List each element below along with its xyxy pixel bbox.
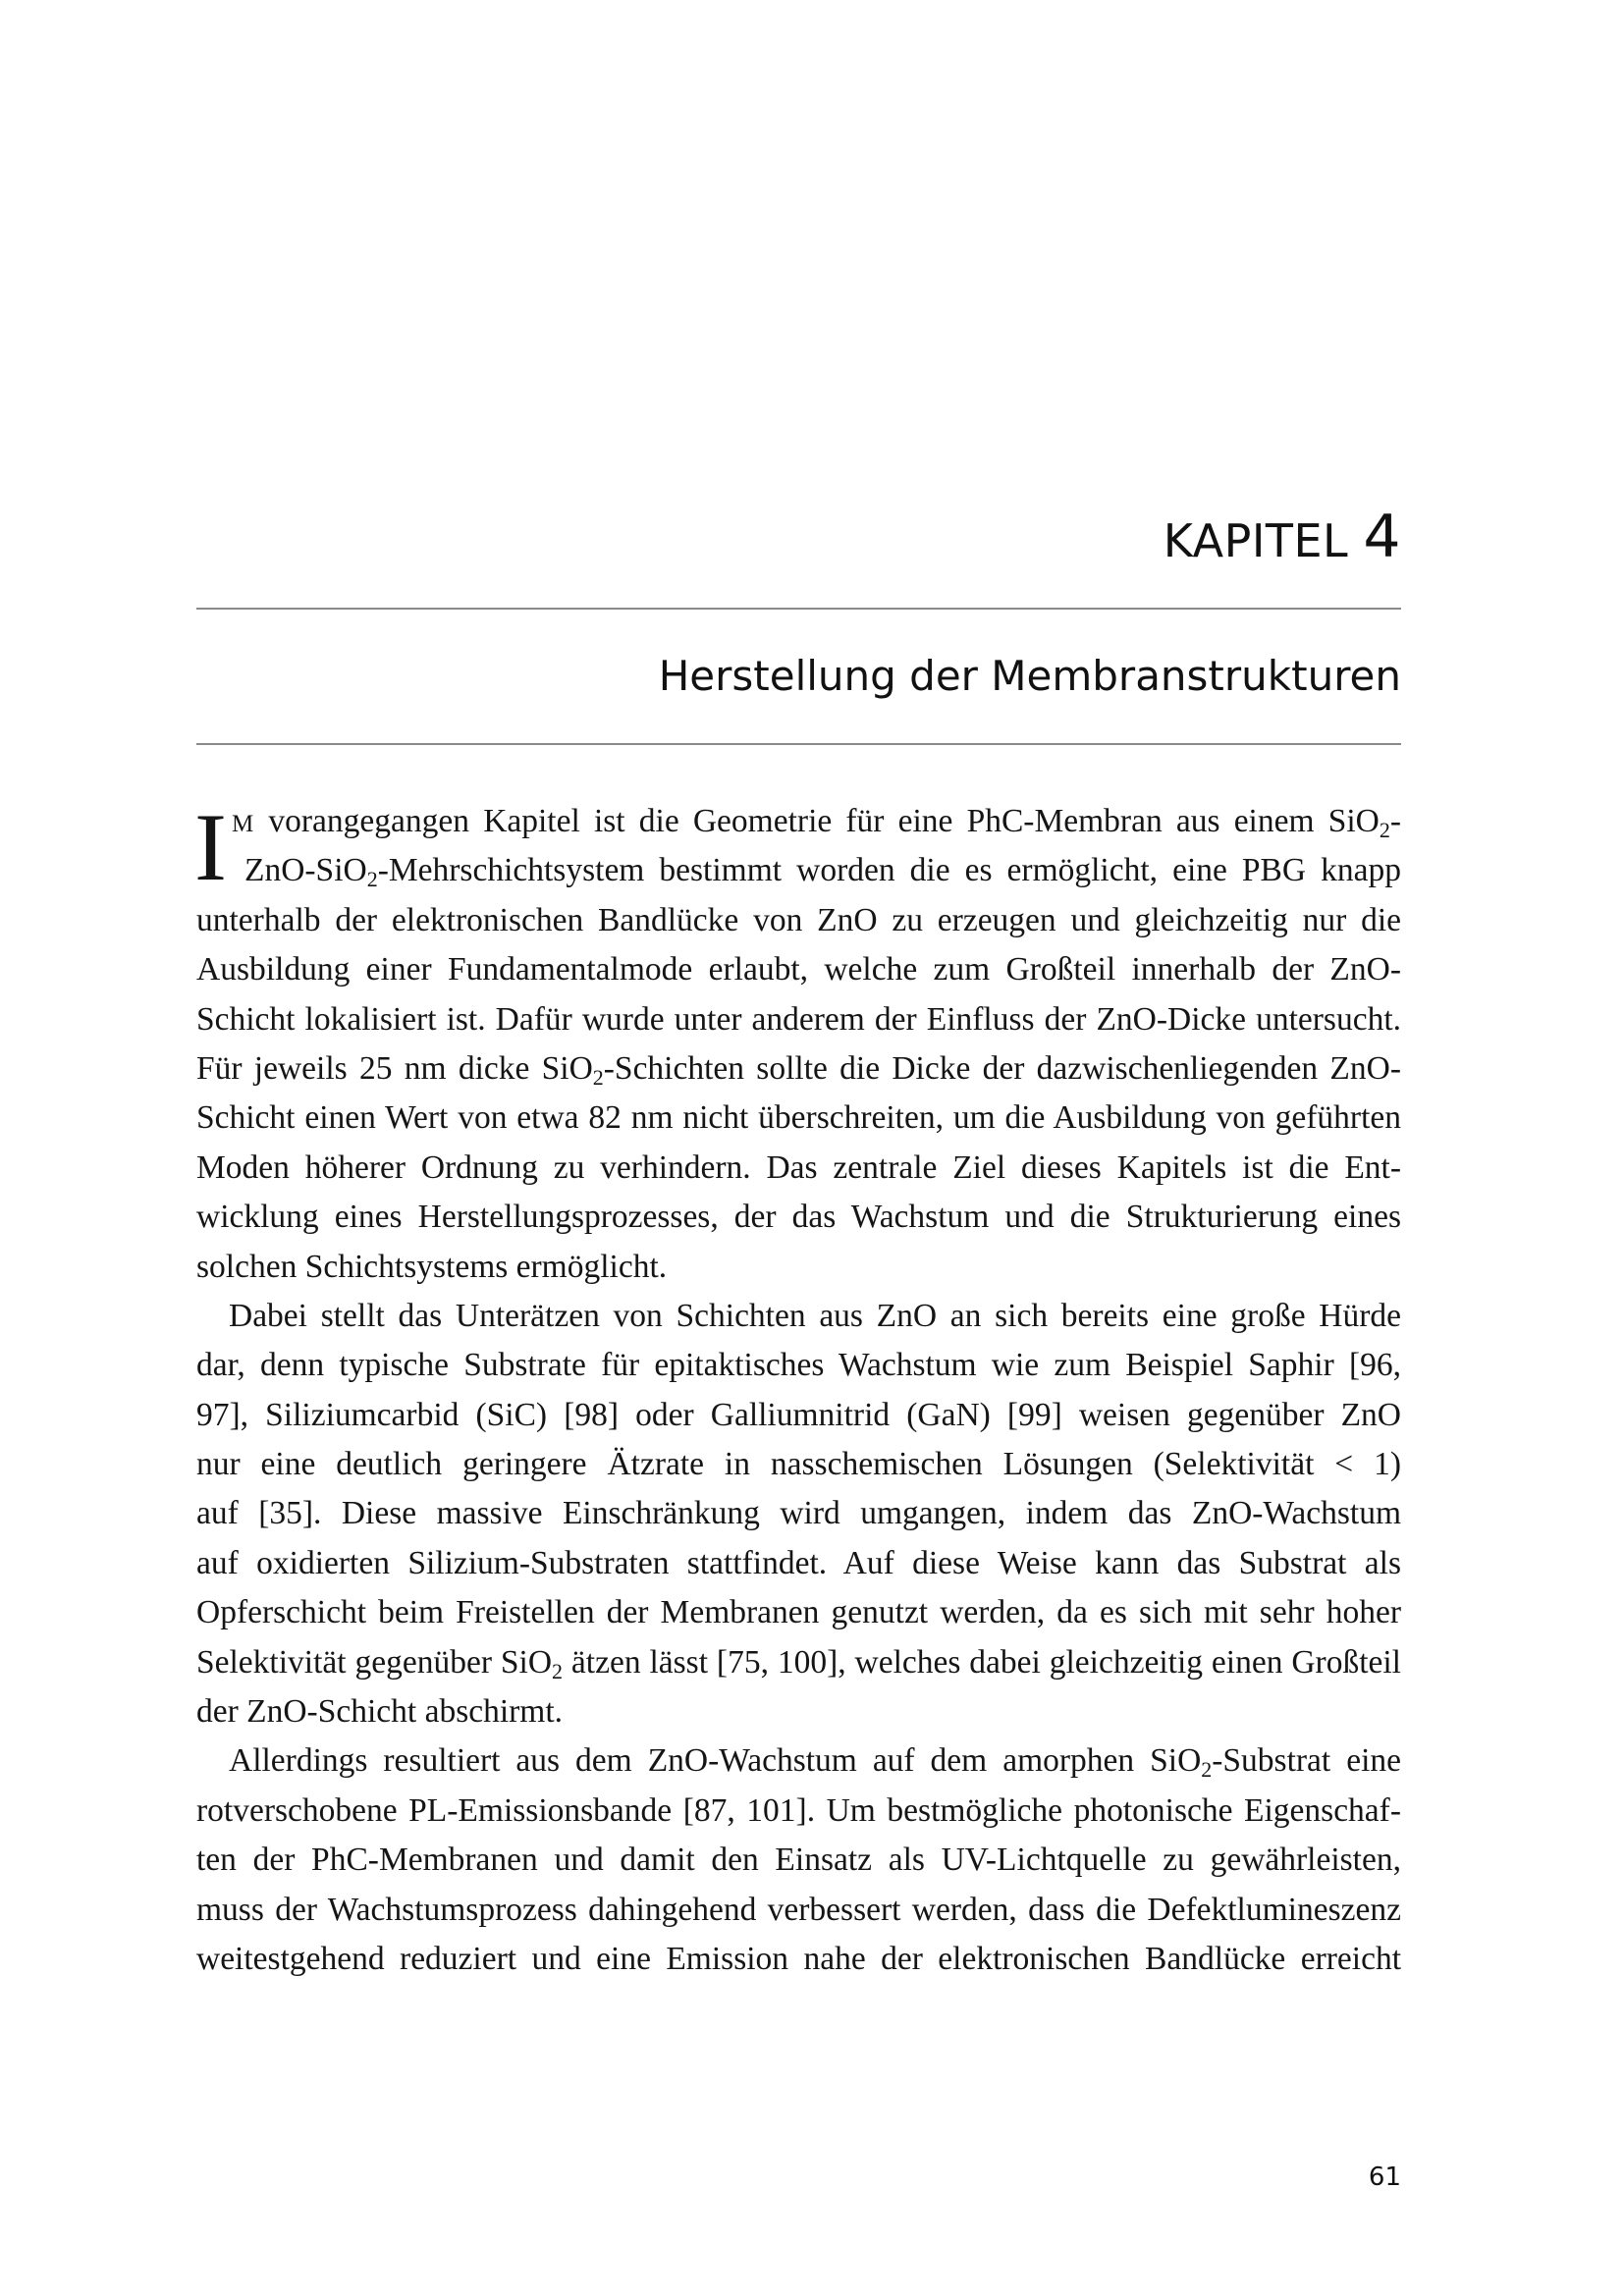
text-line: Opferschicht beim Freistellen der Membranen genutzt werden, da es sich mit sehr hoher [196, 1594, 1401, 1631]
text-line: Schicht einen Wert von etwa 82 nm nicht überschreiten, um die Ausbildung von geführten [196, 1099, 1401, 1137]
body-text [194, 794, 1401, 1984]
text-line: muss der Wachstumsprozess dahingehend verbessert werden, dass die Defektlumineszenz [196, 1891, 1401, 1928]
text-line: M vorangegangen Kapitel ist die Geometrie für eine PhC-Membran aus einem SiO$_2$- [232, 803, 1401, 842]
paragraph-3 [196, 1736, 1401, 1984]
text-line: auf [35]. Diese massive Einschränkung wird umgangen, indem das ZnO-Wachstum [196, 1495, 1401, 1532]
text-line: ZnO-SiO$_2$-Mehrschichtsystem bestimmt worden die es ermöglicht, eine PBG knapp [244, 852, 1401, 892]
text-line: Moden höherer Ordnung zu verhindern. Das zentrale Ziel dieses Kapitels ist die Ent- [196, 1148, 1401, 1186]
text-line: Allerdings resultiert aus dem ZnO-Wachstum auf dem amorphen SiO$_2$-Substrat eine [229, 1742, 1401, 1783]
text-line: nur eine deutlich geringere Ätzrate in nasschemischen Lösungen (Selektivität < 1) [196, 1446, 1401, 1483]
chapter-number: 4 [1363, 503, 1401, 571]
text-line: rotverschobene PL-Emissionsbande [87, 101]. Um bestmögliche photonische Eigenschaf- [196, 1791, 1401, 1829]
text-line: dar, denn typische Substrate für epitaktisches Wachstum wie zum Beispiel Saphir [96, [196, 1347, 1401, 1384]
chapter-label: KAPITEL [1163, 514, 1349, 567]
drop-cap: I [194, 794, 227, 901]
text-line: Ausbildung einer Fundamentalmode erlaubt, welche zum Großteil innerhalb der ZnO- [196, 951, 1401, 988]
chapter-title: Herstellung der Membranstrukturen [658, 652, 1401, 700]
text-line: Selektivität gegenüber SiO$_2$ ätzen lässt [75, 100], welches dabei gleichzeitig einen Großteil [196, 1643, 1401, 1683]
text-line: der ZnO-Schicht abschirmt. [196, 1693, 564, 1731]
text-line: Dabei stellt das Unterätzen von Schichten aus ZnO an sich bereits eine große Hürde [229, 1297, 1401, 1334]
bottom-divider [196, 743, 1401, 745]
text-line: ten der PhC-Membranen und damit den Einsatz als UV-Lichtquelle zu gewährleisten, [196, 1842, 1401, 1879]
text-line: weitestgehend reduziert und eine Emission nahe der elektronischen Bandlücke erreicht [196, 1940, 1401, 1977]
dropcap-row [194, 794, 1401, 901]
paragraph-2 [196, 1292, 1401, 1737]
page-number: 61 [1368, 2163, 1401, 2192]
text-line: 97], Siliziumcarbid (SiC) [98] oder Galliumnitrid (GaN) [99] weisen gegenüber ZnO [196, 1396, 1401, 1433]
text-line: wicklung eines Herstellungsprozesses, der das Wachstum und die Strukturierung eines [196, 1199, 1401, 1236]
text-line: Schicht lokalisiert ist. Dafür wurde unter anderem der Einfluss der ZnO-Dicke untersucht. [196, 1000, 1401, 1038]
text-line: unterhalb der elektronischen Bandlücke von ZnO zu erzeugen und gleichzeitig nur die [196, 901, 1401, 938]
text-line: solchen Schichtsystems ermöglicht. [196, 1248, 668, 1285]
paragraph-1 [194, 794, 1401, 1292]
text-line: Für jeweils 25 nm dicke SiO$_2$-Schichten sollte die Dicke der dazwischenliegenden ZnO- [196, 1049, 1401, 1090]
chapter-heading [1164, 503, 1401, 571]
top-divider [196, 608, 1401, 610]
text-line: auf oxidierten Silizium-Substraten stattfindet. Auf diese Weise kann das Substrat als [196, 1544, 1401, 1581]
